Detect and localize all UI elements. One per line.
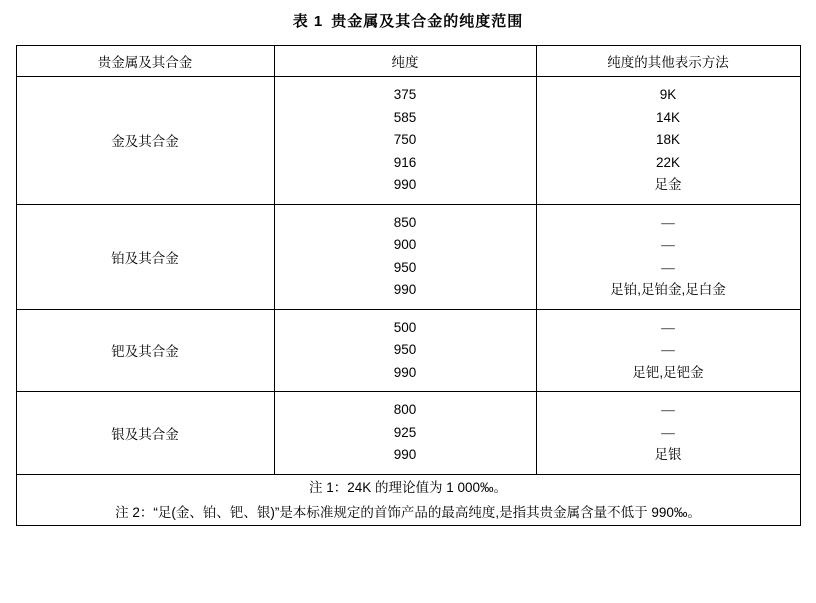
- purity-value: 950: [393, 259, 417, 275]
- other-notation: —: [661, 424, 675, 440]
- other-notation: —: [661, 342, 675, 357]
- other-notation: 足金: [654, 177, 682, 192]
- other-notation: 足铂,足铂金,足白金: [610, 282, 726, 297]
- table-body: [16, 77, 800, 526]
- purity-values: [274, 309, 536, 392]
- material-name: 铂及其合金: [16, 204, 274, 309]
- purity-value: 800: [393, 402, 417, 417]
- material-name: 银及其合金: [16, 392, 274, 475]
- table-caption-number: 表 1: [292, 13, 324, 30]
- other-notation: 22K: [655, 154, 681, 170]
- table-row: [16, 309, 800, 392]
- purity-value: 850: [393, 214, 417, 230]
- other-notation: 18K: [655, 132, 681, 147]
- purity-values: [274, 392, 536, 475]
- other-notation: 14K: [655, 109, 681, 125]
- other-notation-values: [536, 77, 800, 205]
- other-notation: 9K: [659, 87, 677, 102]
- table-row: [16, 204, 800, 309]
- document-page: [0, 10, 816, 603]
- purity-values: [274, 77, 536, 205]
- purity-value: 925: [393, 424, 417, 440]
- purity-value: 950: [393, 342, 417, 357]
- other-notation: —: [661, 214, 675, 230]
- column-header-purity: 纯度: [274, 46, 536, 77]
- table-caption: [0, 10, 816, 31]
- other-notation: —: [661, 259, 675, 275]
- purity-value: 585: [393, 109, 417, 125]
- table-row: [16, 77, 800, 205]
- purity-value: 750: [393, 132, 417, 147]
- other-notation-values: [536, 204, 800, 309]
- other-notation: —: [661, 402, 675, 417]
- other-notation-values: [536, 309, 800, 392]
- table-row: [16, 392, 800, 475]
- other-notation: —: [661, 319, 675, 335]
- purity-value: 990: [393, 364, 417, 380]
- table-header-row: [16, 46, 800, 77]
- table-notes-row: [16, 474, 800, 525]
- other-notation: —: [661, 237, 675, 252]
- purity-value: 500: [393, 319, 417, 335]
- purity-value: 990: [393, 177, 417, 192]
- purity-value: 916: [393, 154, 417, 170]
- column-header-other: 纯度的其他表示方法: [536, 46, 800, 77]
- purity-values: [274, 204, 536, 309]
- table-head: [16, 46, 800, 77]
- other-notation: 足银: [654, 447, 682, 462]
- column-header-material: 贵金属及其合金: [16, 46, 274, 77]
- material-name: 钯及其合金: [16, 309, 274, 392]
- table-note: 注 2：“足(金、铂、钯、银)”是本标准规定的首饰产品的最高纯度,是指其贵金属含量不低于 990‰。: [115, 504, 701, 520]
- purity-table: [16, 45, 801, 526]
- other-notation: 足钯,足钯金: [632, 364, 704, 380]
- purity-value: 375: [393, 87, 417, 102]
- table-note: 注 1：24K 的理论值为 1 000‰。: [308, 479, 508, 495]
- material-name: 金及其合金: [16, 77, 274, 205]
- table-caption-title: 贵金属及其合金的纯度范围: [331, 13, 524, 30]
- purity-value: 990: [393, 282, 417, 297]
- table-notes: [16, 474, 800, 525]
- other-notation-values: [536, 392, 800, 475]
- purity-value: 990: [393, 447, 417, 462]
- purity-value: 900: [393, 237, 417, 252]
